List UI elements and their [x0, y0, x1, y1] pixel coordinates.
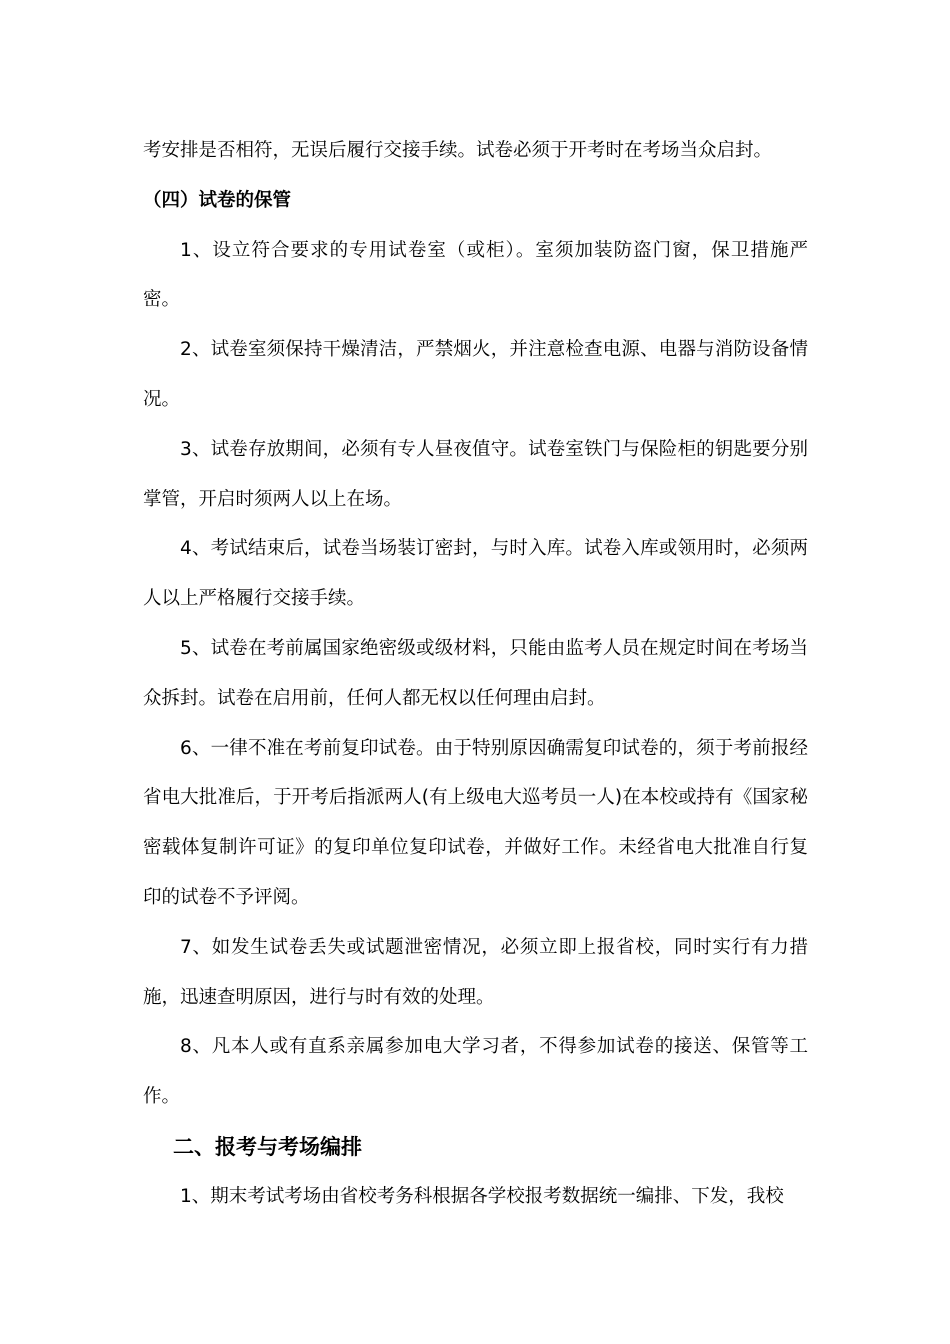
- list-item: 1、期末考试考场由省校考务科根据各学校报考数据统一编排、下发，我校: [180, 1185, 784, 1207]
- list-item: 8、凡本人或有直系亲属参加电大学习者，不得参加试卷的接送、保管等工作。: [143, 1036, 808, 1108]
- list-item: 4、考试结束后，试卷当场装订密封，与时入库。试卷入库或领用时，必须两人以上严格履行交接手续。: [143, 538, 808, 610]
- subheading-exam-paper-storage: （四）试卷的保管: [143, 189, 292, 211]
- list-item: 1、设立符合要求的专用试卷室（或柜）。室须加装防盗门窗，保卫措施严密。: [143, 239, 808, 311]
- list-item: 3、试卷存放期间，必须有专人昼夜值守。试卷室铁门与保险柜的钥匙要分别掌管，开启时须两人以上在场。: [143, 438, 808, 510]
- list-item: 6、一律不准在考前复印试卷。由于特别原因确需复印试卷的，须于考前报经省电大批准后，于开考后指派两人(有上级电大巡考员一人)在本校或持有《国家秘密载体复制许可证》的复印单位复印试卷，并做好工作。未经省电大批准自行复印的试卷不予评阅。: [143, 737, 808, 908]
- section-heading-registration: 二、报考与考场编排: [173, 1134, 362, 1159]
- document-body: [143, 126, 808, 1222]
- paragraph-continuation: 考安排是否相符，无误后履行交接手续。试卷必须于开考时在考场当众启封。: [143, 140, 773, 161]
- list-item: 2、试卷室须保持干燥清洁，严禁烟火，并注意检查电源、电器与消防设备情况。: [143, 339, 808, 410]
- list-item: 7、如发生试卷丢失或试题泄密情况，必须立即上报省校，同时实行有力措施，迅速查明原因，进行与时有效的处理。: [143, 936, 808, 1008]
- list-item: 5、试卷在考前属国家绝密级或级材料，只能由监考人员在规定时间在考场当众拆封。试卷在启用前，任何人都无权以任何理由启封。: [143, 637, 808, 709]
